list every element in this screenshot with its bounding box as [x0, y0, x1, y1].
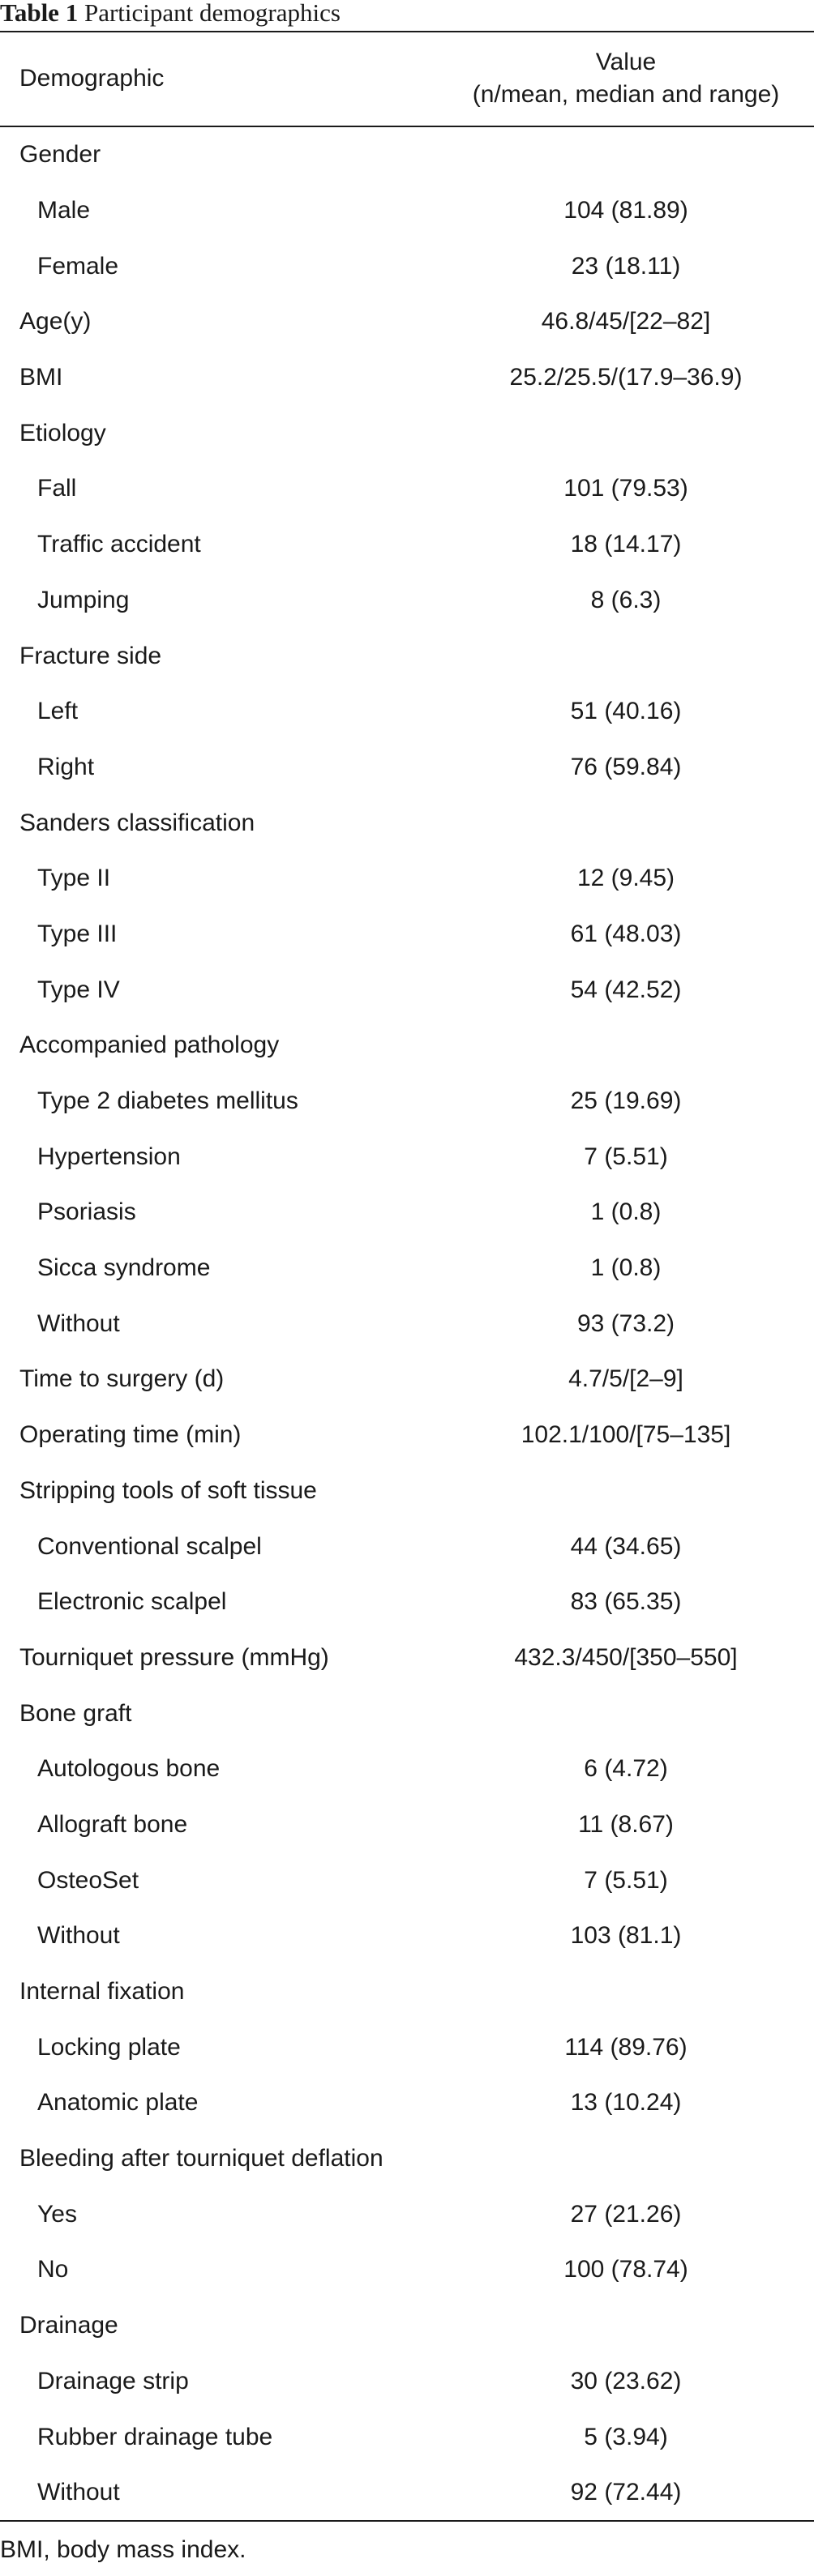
row-value: 8 (6.3)	[590, 586, 662, 613]
table-row	[0, 1185, 814, 1241]
row-label: Bleeding after tourniquet deflation	[19, 2145, 383, 2172]
table-row	[0, 1074, 814, 1130]
row-label: Hypertension	[37, 1143, 181, 1170]
row-value: 1 (0.8)	[590, 1198, 662, 1226]
row-label: Fall	[37, 475, 77, 502]
row-value: 7 (5.51)	[584, 1143, 668, 1170]
table-row	[0, 1797, 814, 1853]
row-value: 51 (40.16)	[570, 698, 682, 725]
row-label: Internal fixation	[19, 1978, 185, 2006]
table-row	[0, 238, 814, 294]
table-body	[0, 127, 814, 2521]
row-value: 61 (48.03)	[570, 920, 682, 947]
table-row-category	[0, 628, 814, 684]
header-value	[438, 32, 814, 125]
table-row-category	[0, 294, 814, 350]
header-value-line1: Value	[595, 49, 657, 75]
row-label: Locking plate	[37, 2033, 181, 2061]
table-row-category	[0, 350, 814, 406]
row-label: Operating time (min)	[19, 1421, 242, 1449]
row-label: Tourniquet pressure (mmHg)	[19, 1643, 329, 1671]
table-row	[0, 2075, 814, 2131]
row-label: Psoriasis	[37, 1198, 136, 1226]
table-row	[0, 573, 814, 629]
row-label: Anatomic plate	[37, 2089, 199, 2117]
table-row-category	[0, 2131, 814, 2187]
table-row-category	[0, 1685, 814, 1741]
row-label: Fracture side	[19, 642, 162, 669]
row-label: Without	[37, 1309, 120, 1337]
row-label: Sanders classification	[19, 809, 255, 836]
table-row	[0, 461, 814, 517]
table-row-category	[0, 1408, 814, 1463]
table-row-category	[0, 2298, 814, 2354]
row-value: 102.1/100/[75–135]	[521, 1421, 731, 1449]
table-row-category	[0, 1964, 814, 2020]
row-value: 1 (0.8)	[590, 1254, 662, 1282]
row-value: 25.2/25.5/(17.9–36.9)	[509, 364, 743, 391]
row-label: Traffic accident	[37, 531, 201, 558]
row-label: Autologous bone	[37, 1755, 221, 1783]
row-value: 76 (59.84)	[570, 753, 682, 780]
row-value: 25 (19.69)	[570, 1087, 682, 1115]
row-value: 12 (9.45)	[576, 865, 675, 892]
row-value: 101 (79.53)	[563, 475, 688, 502]
row-value: 93 (73.2)	[576, 1309, 675, 1337]
row-value: 7 (5.51)	[584, 1866, 668, 1894]
row-value: 54 (42.52)	[570, 976, 682, 1003]
row-label: Age(y)	[19, 308, 92, 335]
row-value: 104 (81.89)	[563, 197, 688, 224]
row-value: 114 (89.76)	[564, 2033, 688, 2061]
table-row	[0, 2186, 814, 2242]
header-value-line2: (n/mean, median and range)	[472, 81, 780, 108]
table-caption	[0, 0, 341, 29]
row-value: 92 (72.44)	[570, 2479, 682, 2506]
table-header	[0, 32, 814, 125]
row-value: 30 (23.62)	[570, 2367, 682, 2394]
table-row	[0, 1574, 814, 1630]
row-value: 18 (14.17)	[570, 531, 682, 558]
row-label: Drainage strip	[37, 2367, 189, 2394]
row-label: Type III	[37, 920, 118, 947]
table-row-category	[0, 795, 814, 851]
table-row	[0, 1519, 814, 1574]
table-row	[0, 2242, 814, 2298]
table-row	[0, 851, 814, 907]
row-label: Allograft bone	[37, 1810, 188, 1838]
table-row	[0, 1241, 814, 1297]
table-caption-title: Participant demographics	[84, 0, 341, 27]
table-footnote: BMI, body mass index.	[0, 2536, 246, 2563]
header-demographic: Demographic	[19, 65, 165, 92]
row-label: Time to surgery (d)	[19, 1365, 225, 1393]
row-value: 46.8/45/[22–82]	[541, 308, 711, 335]
row-label: Gender	[19, 141, 101, 169]
row-value: 13 (10.24)	[570, 2089, 682, 2117]
table-row	[0, 2354, 814, 2410]
row-label: Conventional scalpel	[37, 1532, 262, 1560]
row-value: 11 (8.67)	[578, 1810, 674, 1838]
row-value: 23 (18.11)	[571, 252, 681, 280]
row-label: Right	[37, 753, 95, 780]
table-row-category	[0, 405, 814, 461]
table-row	[0, 1296, 814, 1352]
row-value: 6 (4.72)	[584, 1755, 668, 1783]
table-row	[0, 1908, 814, 1964]
table-bottom-rule	[0, 2520, 814, 2522]
row-label: Accompanied pathology	[19, 1032, 280, 1059]
table-row	[0, 1129, 814, 1185]
row-label: Without	[37, 1922, 120, 1950]
row-label: Jumping	[37, 586, 130, 613]
row-value: 103 (81.1)	[570, 1922, 682, 1950]
table-row	[0, 962, 814, 1018]
table-row	[0, 684, 814, 740]
row-label: OsteoSet	[37, 1866, 139, 1894]
row-label: Electronic scalpel	[37, 1588, 227, 1616]
row-label: Type II	[37, 865, 111, 892]
row-label: Rubber drainage tube	[37, 2423, 273, 2450]
row-label: Type 2 diabetes mellitus	[37, 1087, 298, 1115]
row-value: 44 (34.65)	[570, 1532, 682, 1560]
row-value: 100 (78.74)	[563, 2256, 688, 2283]
row-label: Drainage	[19, 2312, 118, 2339]
table-row	[0, 1852, 814, 1908]
row-label: Etiology	[19, 419, 106, 446]
row-label: Yes	[37, 2200, 77, 2228]
row-label: No	[37, 2256, 69, 2283]
row-label: Sicca syndrome	[37, 1254, 211, 1282]
row-label: Left	[37, 698, 79, 725]
row-value: 432.3/450/[350–550]	[514, 1643, 738, 1671]
table-row	[0, 2465, 814, 2521]
row-value: 5 (3.94)	[584, 2423, 668, 2450]
table-row	[0, 517, 814, 573]
table-row-category	[0, 127, 814, 183]
table-row-category	[0, 1352, 814, 1408]
table-row	[0, 907, 814, 963]
table-row-category	[0, 1630, 814, 1686]
table-row-category	[0, 1018, 814, 1074]
row-label: Stripping tools of soft tissue	[19, 1476, 317, 1504]
row-label: BMI	[19, 364, 63, 391]
row-value: 83 (65.35)	[570, 1588, 682, 1616]
table-row	[0, 740, 814, 796]
row-label: Type IV	[37, 976, 120, 1003]
row-label: Bone graft	[19, 1699, 132, 1727]
table-row	[0, 2019, 814, 2075]
row-label: Without	[37, 2479, 120, 2506]
table-row	[0, 2409, 814, 2465]
table-row-category	[0, 1463, 814, 1519]
table-row	[0, 1741, 814, 1797]
table-row	[0, 183, 814, 239]
row-label: Female	[37, 252, 119, 280]
table-caption-label: Table 1	[0, 0, 79, 27]
row-value: 4.7/5/[2–9]	[568, 1365, 683, 1393]
row-value: 27 (21.26)	[570, 2200, 682, 2228]
row-label: Male	[37, 197, 91, 224]
